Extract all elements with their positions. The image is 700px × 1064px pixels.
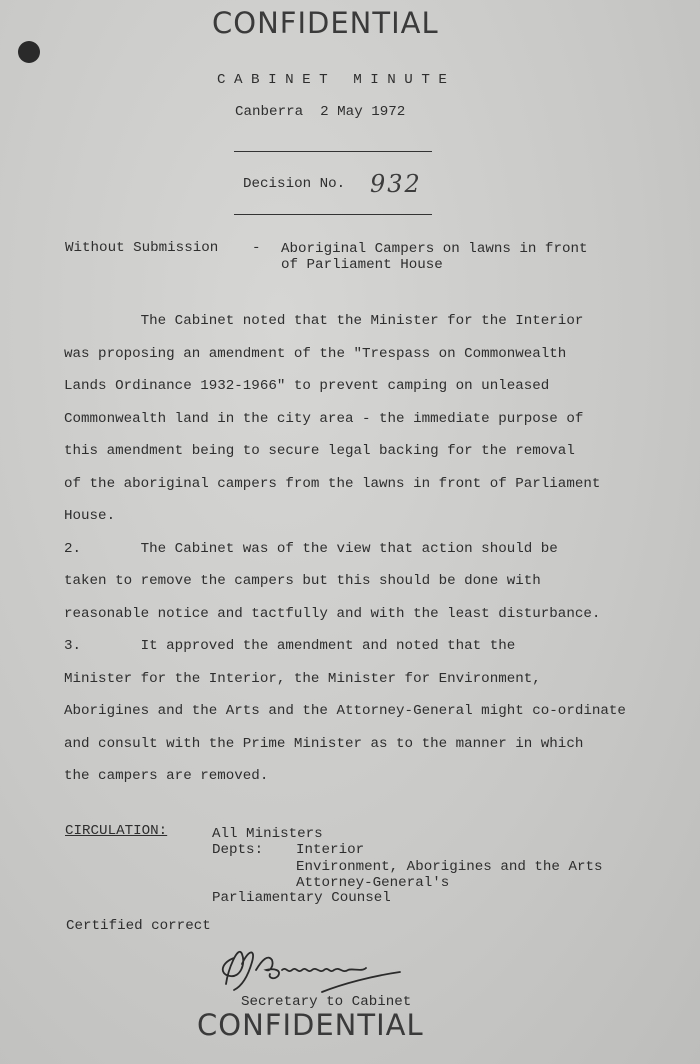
signatory-title: Secretary to Cabinet (241, 994, 412, 1010)
body-line: taken to remove the campers but this should be done with (64, 573, 541, 589)
body-line: 2. The Cabinet was of the view that action should be (64, 540, 558, 557)
punch-hole (18, 41, 40, 63)
subject-dash: - (252, 240, 261, 256)
classification-bottom: CONFIDENTIAL (197, 1008, 424, 1042)
decision-number: 932 (370, 170, 422, 198)
circulation-dept: Attorney-General's (296, 875, 450, 891)
body-line: Minister for the Interior, the Minister for Environment, (64, 670, 541, 687)
circulation-all: All Ministers (212, 826, 323, 842)
body-line: and consult with the Prime Minister as to the manner in which (64, 735, 584, 752)
body-line: Aborigines and the Arts and the Attorney-General might co-ordinate (64, 703, 626, 719)
certified-correct: Certified correct (66, 918, 211, 934)
body-line: of the aboriginal campers from the lawns in front of Parliament (64, 475, 601, 492)
decision-label: Decision No. (243, 176, 346, 192)
subject-label: Without Submission (65, 240, 219, 256)
signature (212, 940, 412, 1000)
subject-title-line2: of Parliament House (281, 257, 443, 273)
body-line: Commonwealth land in the city area - the immediate purpose of (64, 410, 584, 427)
circulation-dept: Interior (296, 842, 365, 858)
body-line: was proposing an amendment of the "Trespass on Commonwealth (64, 345, 567, 362)
body-text (64, 313, 626, 801)
subject-title-line1: Aboriginal Campers on lawns in front (281, 241, 588, 257)
circulation-dept: Environment, Aborigines and the Arts (296, 859, 603, 875)
place-date: Canberra 2 May 1972 (235, 104, 406, 120)
divider-bottom (234, 214, 432, 215)
body-line: House. (64, 508, 116, 524)
circulation-label: CIRCULATION: (65, 823, 168, 839)
body-line: Lands Ordinance 1932-1966" to prevent camping on unleased (64, 378, 550, 394)
doc-type: C A B I N E T M I N U T E (217, 72, 447, 88)
circulation-depts-label: Depts: (212, 842, 264, 858)
body-line: 3. It approved the amendment and noted that the (64, 638, 516, 654)
circulation-counsel: Parliamentary Counsel (212, 890, 391, 906)
body-line: the campers are removed. (64, 768, 269, 784)
divider-top (234, 151, 432, 152)
body-line: reasonable notice and tactfully and with the least disturbance. (64, 605, 601, 622)
body-line: The Cabinet noted that the Minister for the Interior (64, 313, 584, 329)
body-line: this amendment being to secure legal backing for the removal (64, 443, 575, 459)
classification-top: CONFIDENTIAL (212, 6, 439, 40)
